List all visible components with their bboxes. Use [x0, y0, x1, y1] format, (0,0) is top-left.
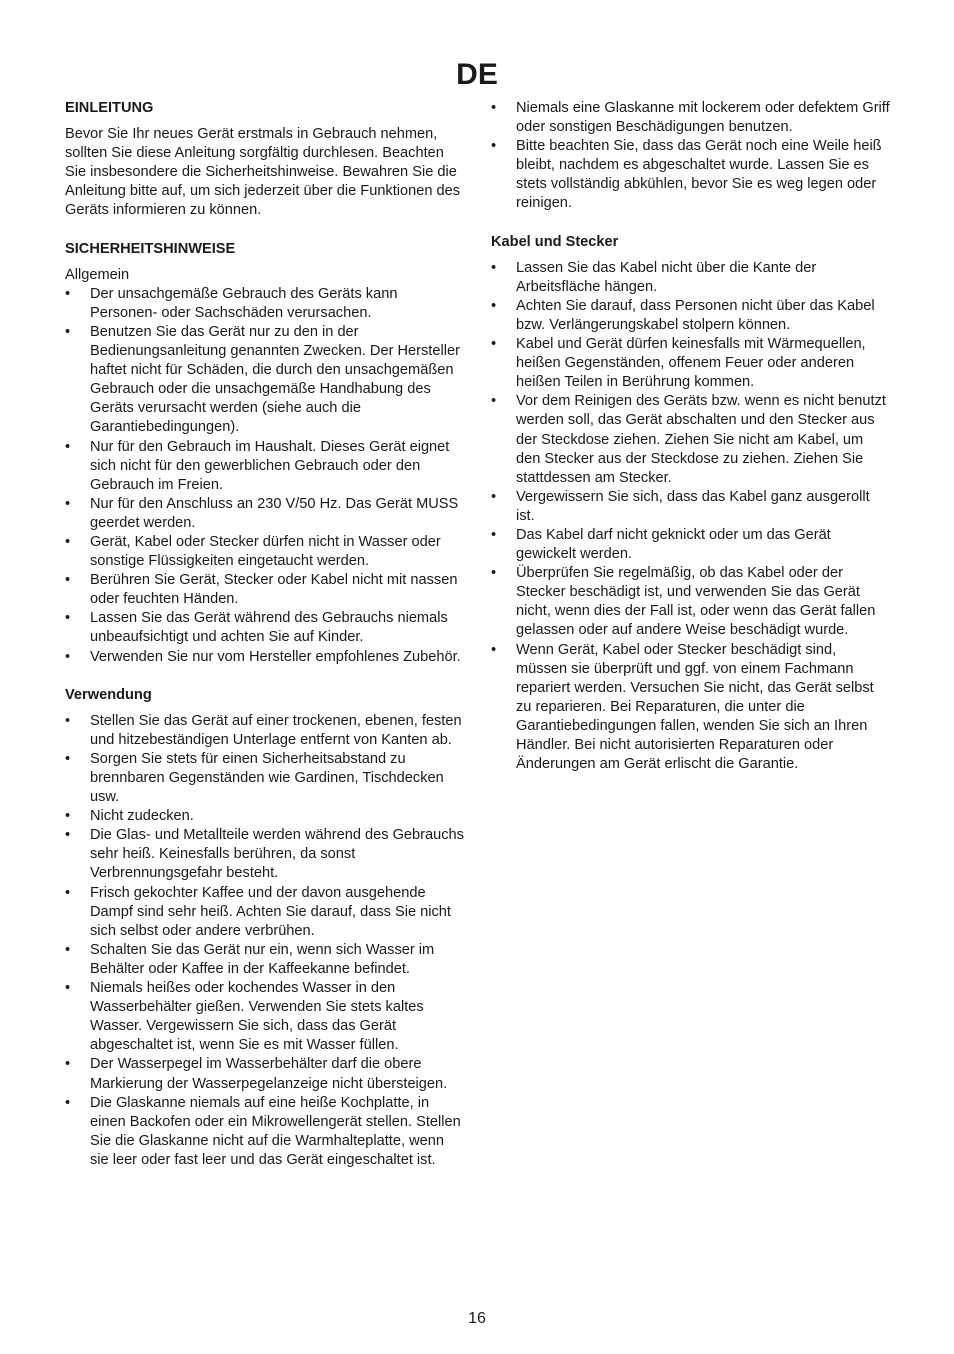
list-verwendung-continued: [491, 99, 891, 214]
list-item: • Berühren Sie Gerät, Stecker oder Kabel nicht mit nassen oder feuchten Händen.: [65, 571, 465, 609]
list-allgemein: [65, 285, 465, 667]
list-item: • Stellen Sie das Gerät auf einer trockenen, ebenen, festen und hitzebeständigen Unterlage entfernt von Kanten ab.: [65, 712, 465, 750]
list-item: • Vor dem Reinigen des Geräts bzw. wenn es nicht benutzt werden soll, das Gerät abschalten und den Stecker aus der Steckdose ziehen. Ziehen Sie nicht am Kabel, um den Stecker aus der Steckdose zu ziehen. Ziehen Sie stattdessen am Stecker.: [491, 392, 891, 487]
list-item: • Gerät, Kabel oder Stecker dürfen nicht in Wasser oder sonstige Flüssigkeiten eingetaucht werden.: [65, 533, 465, 571]
list-item: • Niemals eine Glaskanne mit lockerem oder defektem Griff oder sonstigen Beschädigungen benutzen.: [491, 99, 891, 137]
list-item: • Die Glaskanne niemals auf eine heiße Kochplatte, in einen Backofen oder ein Mikrowellengerät stellen. Stellen Sie die Glaskanne nicht auf die Warmhalteplatte, wenn sie leer oder fast leer und das Gerät eingeschaltet ist.: [65, 1094, 465, 1170]
page-number: 16: [468, 1310, 486, 1327]
list-item: • Verwenden Sie nur vom Hersteller empfohlenes Zubehör.: [65, 648, 465, 667]
left-column: [65, 99, 465, 1170]
list-item: • Schalten Sie das Gerät nur ein, wenn sich Wasser im Behälter oder Kaffee in der Kaffeekanne befindet.: [65, 941, 465, 979]
list-item: • Der unsachgemäße Gebrauch des Geräts kann Personen- oder Sachschäden verursachen.: [65, 285, 465, 323]
right-column: [491, 99, 891, 774]
list-item: • Nicht zudecken.: [65, 807, 465, 826]
list-item: • Lassen Sie das Kabel nicht über die Kante der Arbeitsfläche hängen.: [491, 259, 891, 297]
list-item: • Wenn Gerät, Kabel oder Stecker beschädigt sind, müssen sie überprüft und ggf. von einem Fachmann repariert werden. Versuchen Sie nicht, das Gerät selbst zu reparieren. Bei Reparaturen, die unter die Garantiebedingungen fallen, wenden Sie sich an Ihren Händler. Bei nicht autorisierten Reparaturen oder Änderungen am Gerät erlischt die Garantie.: [491, 641, 891, 775]
list-item: • Nur für den Anschluss an 230 V/50 Hz. Das Gerät MUSS geerdet werden.: [65, 495, 465, 533]
subheading-allgemein: Allgemein: [65, 266, 130, 283]
list-item: • Überprüfen Sie regelmäßig, ob das Kabel oder der Stecker beschädigt ist, und verwenden Sie das Gerät nicht, wenn dies der Fall ist, oder wenn das Gerät fallen gelassen oder auf andere Weise beschädigt wurde.: [491, 564, 891, 640]
list-item: • Die Glas- und Metallteile werden während des Gebrauchs sehr heiß. Keinesfalls berühren, da sonst Verbrennungsgefahr besteht.: [65, 826, 465, 883]
section-title-sicherheitshinweise: SICHERHEITSHINWEISE: [65, 240, 236, 257]
list-item: • Niemals heißes oder kochendes Wasser in den Wasserbehälter gießen. Verwenden Sie stets kaltes Wasser. Vergewissern Sie sich, dass das Gerät abgeschaltet ist, wenn Sie es mit Wasser füllen.: [65, 979, 465, 1055]
list-kabel: [491, 259, 891, 775]
list-item: • Nur für den Gebrauch im Haushalt. Dieses Gerät eignet sich nicht für den gewerblichen Gebrauch oder den Gebrauch im Freien.: [65, 438, 465, 495]
list-item: • Benutzen Sie das Gerät nur zu den in der Bedienungsanleitung genannten Zwecken. Der Hersteller haftet nicht für Schäden, die durch den unsachgemäßen Gebrauch oder die unsachgemäße Handhabung des Geräts verursacht werden (siehe auch die Garantiebedingungen).: [65, 323, 465, 438]
list-item: • Sorgen Sie stets für einen Sicherheitsabstand zu brennbaren Gegenständen wie Gardinen, Tischdecken usw.: [65, 750, 465, 807]
list-item: • Achten Sie darauf, dass Personen nicht über das Kabel bzw. Verlängerungskabel stolpern können.: [491, 297, 891, 335]
list-item: • Der Wasserpegel im Wasserbehälter darf die obere Markierung der Wasserpegelanzeige nicht übersteigen.: [65, 1055, 465, 1093]
intro-paragraph: Bevor Sie Ihr neues Gerät erstmals in Gebrauch nehmen, sollten Sie diese Anleitung sorgfältig durchlesen. Beachten Sie insbesondere die Sicherheitshinweise. Bewahren Sie die Anleitung bitte auf, um sich jederzeit über die Funktionen des Geräts informieren zu können.: [65, 126, 461, 219]
section-title-einleitung: EINLEITUNG: [65, 100, 154, 116]
list-item: • Kabel und Gerät dürfen keinesfalls mit Wärmequellen, heißen Gegenständen, offenem Feuer oder anderen heißen Teilen in Berührung kommen.: [491, 335, 891, 392]
section-title-verwendung: Verwendung: [65, 686, 152, 703]
list-item: • Lassen Sie das Gerät während des Gebrauchs niemals unbeaufsichtigt und achten Sie auf Kinder.: [65, 609, 465, 647]
section-title-kabel-und-stecker: Kabel und Stecker: [491, 233, 619, 250]
language-heading: DE: [456, 58, 498, 91]
list-item: • Bitte beachten Sie, dass das Gerät noch eine Weile heiß bleibt, nachdem es abgeschaltet wurde. Lassen Sie es stets vollständig abkühlen, bevor Sie es weg legen oder reinigen.: [491, 137, 891, 213]
list-item: • Frisch gekochter Kaffee und der davon ausgehende Dampf sind sehr heiß. Achten Sie darauf, dass Sie nicht sich selbst oder andere verbrühen.: [65, 884, 465, 941]
list-item: • Das Kabel darf nicht geknickt oder um das Gerät gewickelt werden.: [491, 526, 891, 564]
list-item: • Vergewissern Sie sich, dass das Kabel ganz ausgerollt ist.: [491, 488, 891, 526]
list-verwendung: [65, 712, 465, 1170]
